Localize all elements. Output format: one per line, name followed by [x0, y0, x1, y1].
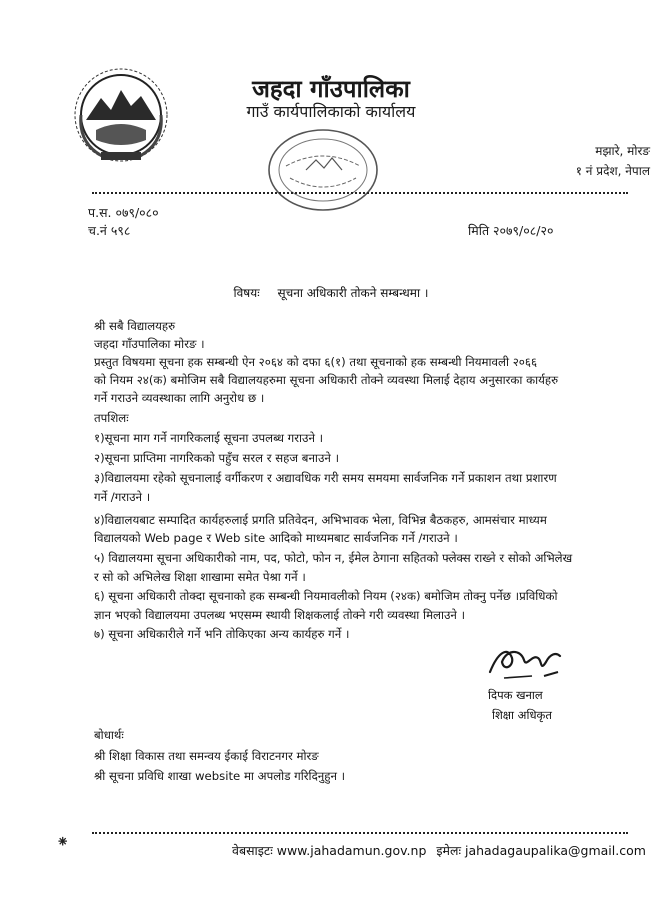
- address-line-2: १ नं प्रदेश, नेपाल: [575, 164, 650, 178]
- website-link[interactable]: www.jahadamun.gov.np: [276, 843, 427, 858]
- list-item: २)सूचना प्राप्तिमा नागरिकको पहुँच सरल र सहज बनाउने ।: [94, 451, 339, 465]
- list-heading: तपशिलः: [94, 411, 129, 425]
- body-paragraph-line: गर्ने गराउने व्यवस्थाका लागि अनुरोध छ ।: [94, 391, 265, 405]
- cc-heading: बोधार्थः: [94, 728, 124, 742]
- list-item: ज्ञान भएको विद्यालयमा उपलब्ध भएसम्म स्थायी शिक्षकलाई तोक्ने गरी व्यवस्था मिलाउने ।: [94, 608, 466, 622]
- list-item: गर्ने /गराउने ।: [94, 490, 151, 504]
- fiscal-year: प.स. ०७९/०८०: [88, 205, 159, 220]
- list-item: १)सूचना माग गर्ने नागरिकलाई सूचना उपलब्ध गराउने ।: [94, 431, 324, 445]
- letter-date: मिति २०७९/०८/२०: [468, 223, 554, 238]
- list-item: ३)विद्यालयमा रहेको सूचनालाई वर्गीकरण र अद्यावधिक गरी समय समयमा सार्वजनिक गर्ने प्रकाशन तथा प्रशारण: [94, 471, 557, 485]
- office-name: गाउँ कार्यपालिकाको कार्यालय: [246, 102, 416, 121]
- punch-hole-mark: ⁕: [56, 832, 70, 851]
- body-paragraph-line: को नियम २४(क) बमोजिम सबै विद्यालयहरुमा सूचना अधिकारी तोक्ने व्यवस्था मिलाई देहाय अनुसारका कार्यहरु: [94, 373, 559, 387]
- recipient-line-2: जहदा गाँउपालिका मोरङ ।: [94, 337, 205, 351]
- email-label: इमेलः: [436, 843, 461, 858]
- email-link[interactable]: jahadagaupalika@gmail.com: [464, 843, 646, 858]
- list-item: विद्यालयको Web page र Web site आदिको माध्यमबाट सार्वजनिक गर्ने /गराउने ।: [94, 531, 458, 545]
- subject-line: [0, 284, 662, 301]
- organization-name: जहदा गाँउपालिका: [252, 75, 410, 103]
- dispatch-number: च.नं ५९८: [88, 223, 131, 238]
- address-line-1: मझारे, मोरङ: [595, 144, 650, 158]
- official-seal-stamp: [266, 126, 380, 214]
- list-item: ७) सूचना अधिकारीले गर्ने भनि तोकिएका अन्य कार्यहरु गर्ने ।: [94, 627, 350, 641]
- signatory-name: दिपक खनाल: [488, 688, 543, 702]
- list-item: ४)विद्यालयबाट सम्पादित कार्यहरुलाई प्रगति प्रतिवेदन, अभिभावक भेला, विभिन्न बैठकहरु, आमसंचार माध्यम: [94, 513, 547, 527]
- recipient-line-1: श्री सबै विद्यालयहरु: [94, 319, 176, 333]
- cc-line: श्री सूचना प्रविधि शाखा website मा अपलोड गरिदिनुहुन ।: [94, 769, 346, 783]
- list-item: ५) विद्यालयमा सूचना अधिकारीको नाम, पद, फोटो, फोन न, ईमेल ठेगाना सहितको फ्लेक्स राख्ने र सोको अभिलेख: [94, 551, 573, 565]
- header-divider: [92, 192, 628, 194]
- handwritten-signature: [484, 632, 564, 688]
- subject-label: विषयः: [233, 286, 260, 300]
- footer-divider: [92, 832, 628, 834]
- subject-text: सूचना अधिकारी तोकने सम्बन्धमा ।: [277, 286, 429, 300]
- list-item: ६) सूचना अधिकारी तोक्दा सूचनाको हक सम्बन्धी नियमावलीको नियम (२४क) बमोजिम तोक्नु पर्नेछ ।प्रविधिको: [94, 589, 558, 603]
- footer-contact: [232, 842, 646, 859]
- list-item: र सो को अभिलेख शिक्षा शाखामा समेत पेश्रा गर्ने ।: [94, 570, 306, 584]
- signatory-title: शिक्षा अधिकृत: [492, 708, 552, 722]
- website-label: वेबसाइटः: [232, 843, 273, 858]
- cc-line: श्री शिक्षा विकास तथा समन्वय ईकाई विराटनगर मोरङ: [94, 749, 319, 763]
- body-paragraph-line: प्रस्तुत विषयमा सूचना हक सम्बन्धी ऐन २०६४ को दफा ६(१) तथा सूचनाको हक सम्बन्धी नियमावली २०६६: [94, 355, 538, 369]
